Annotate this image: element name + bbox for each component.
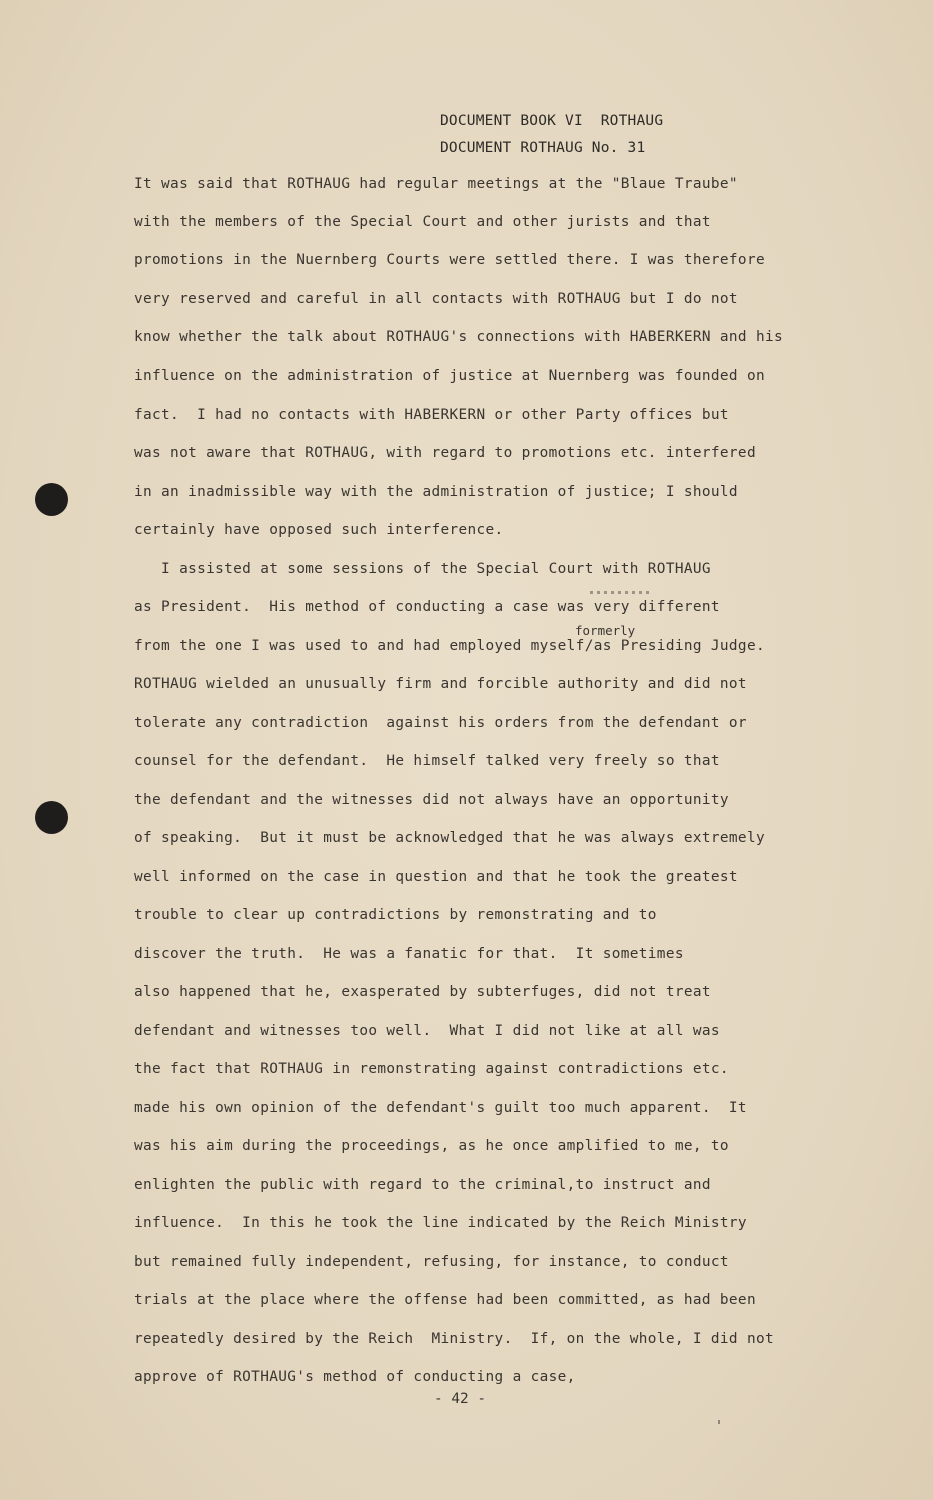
text-line: fact. I had no contacts with HABERKERN or other Party offices but (134, 407, 729, 423)
text-line: counsel for the defendant. He himself talked very freely so that (134, 753, 720, 769)
text-line: enlighten the public with regard to the criminal,to instruct and (134, 1177, 711, 1193)
text-line: from the one I was used to and had employed myself/as Presiding Judge. (134, 638, 765, 654)
text-line: with the members of the Special Court and other jurists and that (134, 214, 711, 230)
text-line: in an inadmissible way with the administration of justice; I should (134, 484, 738, 500)
text-line: It was said that ROTHAUG had regular meetings at the "Blaue Traube" (134, 176, 738, 192)
text-line: know whether the talk about ROTHAUG's connections with HABERKERN and his (134, 329, 783, 345)
text-line: trouble to clear up contradictions by remonstrating and to (134, 907, 657, 923)
text-line: the fact that ROTHAUG in remonstrating against contradictions etc. (134, 1061, 729, 1077)
text-line: influence. In this he took the line indicated by the Reich Ministry (134, 1215, 747, 1231)
document-number-line: DOCUMENT ROTHAUG No. 31 (440, 140, 646, 156)
text-line: well informed on the case in question and that he took the greatest (134, 869, 738, 885)
text-line: made his own opinion of the defendant's guilt too much apparent. It (134, 1100, 747, 1116)
paper-speck (718, 1420, 720, 1424)
document-book-line: DOCUMENT BOOK VI ROTHAUG (440, 113, 664, 129)
text-line: tolerate any contradiction against his orders from the defendant or (134, 715, 747, 731)
text-line: certainly have opposed such interference. (134, 522, 504, 538)
text-line: of speaking. But it must be acknowledged that he was always extremely (134, 830, 765, 846)
text-line: but remained fully independent, refusing, for instance, to conduct (134, 1254, 729, 1270)
text-line: influence on the administration of justice at Nuernberg was founded on (134, 368, 765, 384)
punch-hole (35, 483, 68, 516)
text-line: the defendant and the witnesses did not always have an opportunity (134, 792, 729, 808)
text-line: trials at the place where the offense had been committed, as had been (134, 1292, 756, 1308)
text-line: ROTHAUG wielded an unusually firm and forcible authority and did not (134, 676, 747, 692)
text-line: approve of ROTHAUG's method of conducting a case, (134, 1369, 576, 1385)
text-line: was not aware that ROTHAUG, with regard to promotions etc. interfered (134, 445, 756, 461)
text-line: promotions in the Nuernberg Courts were settled there. I was therefore (134, 252, 765, 268)
page-number: - 42 - (434, 1391, 486, 1407)
text-line: as President. His method of conducting a case was very different (134, 599, 720, 615)
text-line: repeatedly desired by the Reich Ministry. If, on the whole, I did not (134, 1331, 774, 1347)
text-line: defendant and witnesses too well. What I did not like at all was (134, 1023, 720, 1039)
handwritten-insertion: formerly (575, 623, 636, 638)
text-line: very reserved and careful in all contacts with ROTHAUG but I do not (134, 291, 738, 307)
text-line: discover the truth. He was a fanatic for that. It sometimes (134, 946, 684, 962)
ink-smudge (590, 591, 652, 594)
text-line: I assisted at some sessions of the Special Court with ROTHAUG (134, 561, 711, 577)
text-line: also happened that he, exasperated by subterfuges, did not treat (134, 984, 711, 1000)
document-header (440, 108, 663, 162)
punch-hole (35, 801, 68, 834)
text-line: was his aim during the proceedings, as he once amplified to me, to (134, 1138, 729, 1154)
